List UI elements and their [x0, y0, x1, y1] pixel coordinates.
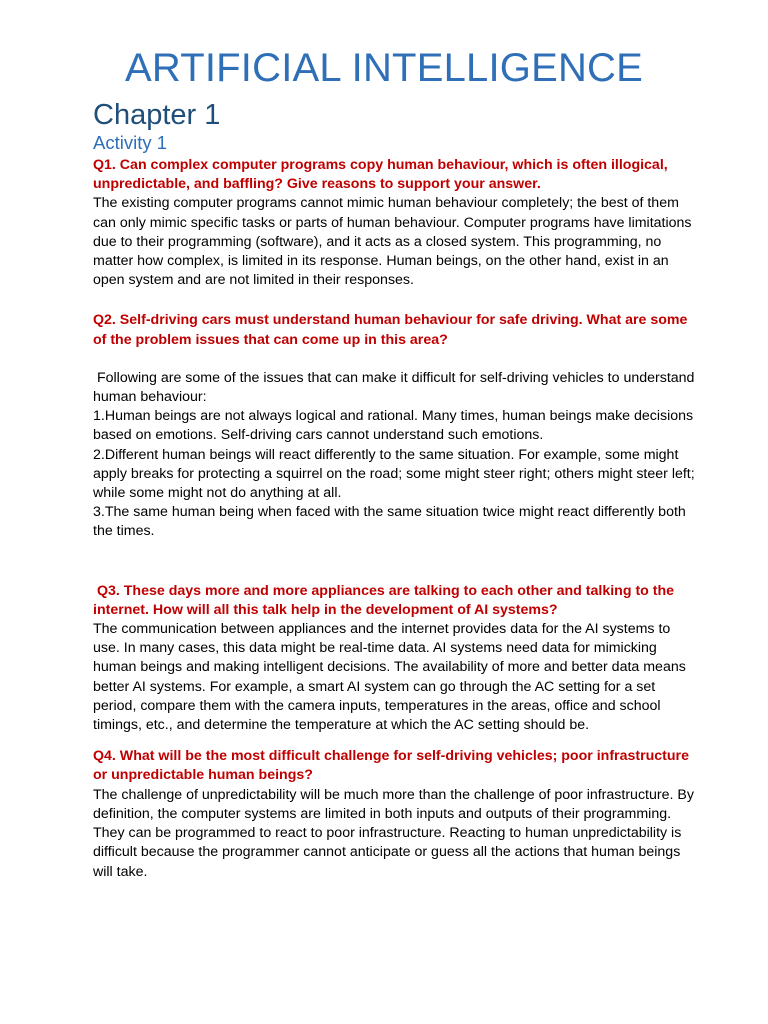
question-1: Q1. Can complex computer programs copy human behaviour, which is often illogical, unpredictable, and baffling? Give reasons to support your answer.	[93, 157, 668, 193]
answer-2-intro: Following are some of the issues that can make it difficult for self-driving vehicles to understand human behaviour:	[93, 369, 699, 406]
question-block-2	[93, 311, 698, 541]
question-2: Q2. Self-driving cars must understand human behaviour for safe driving. What are some of the problem issues that can come up in this area?	[93, 312, 688, 348]
answer-4: The challenge of unpredictability will be much more than the challenge of poor infrastructure. By definition, the computer systems are limited in both inputs and outputs of their programming. They can be programmed to react to poor infrastructure. Reacting to human unpredictability is difficult because the programmer cannot anticipate or guess all the actions that human beings will take.	[93, 786, 694, 880]
chapter-heading: Chapter 1	[93, 99, 221, 131]
question-3: Q3. These days more and more appliances are talking to each other and talking to the internet. How will all this talk help in the development of AI systems?	[93, 582, 679, 618]
question-4: Q4. What will be the most difficult challenge for self-driving vehicles; poor infrastructure or unpredictable human beings?	[93, 748, 689, 784]
question-block-4	[93, 747, 698, 881]
answer-2-point-3: 3.The same human being when faced with the same situation twice might react differently both the times.	[93, 504, 686, 540]
answer-3: The communication between appliances and the internet provides data for the AI systems to use. In many cases, this data might be real-time data. AI systems need data for mimicking human beings and making intelligent decisions. The availability of more and better data means better AI systems. For example, a smart AI system can go through the AC setting for a set period, compare them with the camera inputs, temperatures in the areas, office and school timings, etc., and determine the temperature at which the AC setting should be.	[93, 621, 686, 734]
activity-heading: Activity 1	[93, 132, 168, 153]
answer-2-point-1: 1.Human beings are not always logical and rational. Many times, human beings make decisions based on emotions. Self-driving cars cannot understand such emotions.	[93, 408, 694, 444]
answer-2-point-2: 2.Different human beings will react differently to the same situation. For example, some might apply breaks for protecting a squirrel on the road; some might steer right; others might steer left; while some might not do anything at all.	[93, 446, 695, 502]
document-title: ARTIFICIAL INTELLIGENCE	[124, 46, 644, 90]
question-block-1	[93, 156, 698, 290]
answer-1: The existing computer programs cannot mimic human behaviour completely; the best of them can only mimic specific tasks or parts of human behaviour. Computer programs have limitations due to their programming (software), and it acts as a closed system. This programming, no matter how complex, is limited in its response. Human beings, on the other hand, exist in an open system and are not limited in their responses.	[93, 195, 692, 289]
question-block-3	[93, 582, 698, 736]
